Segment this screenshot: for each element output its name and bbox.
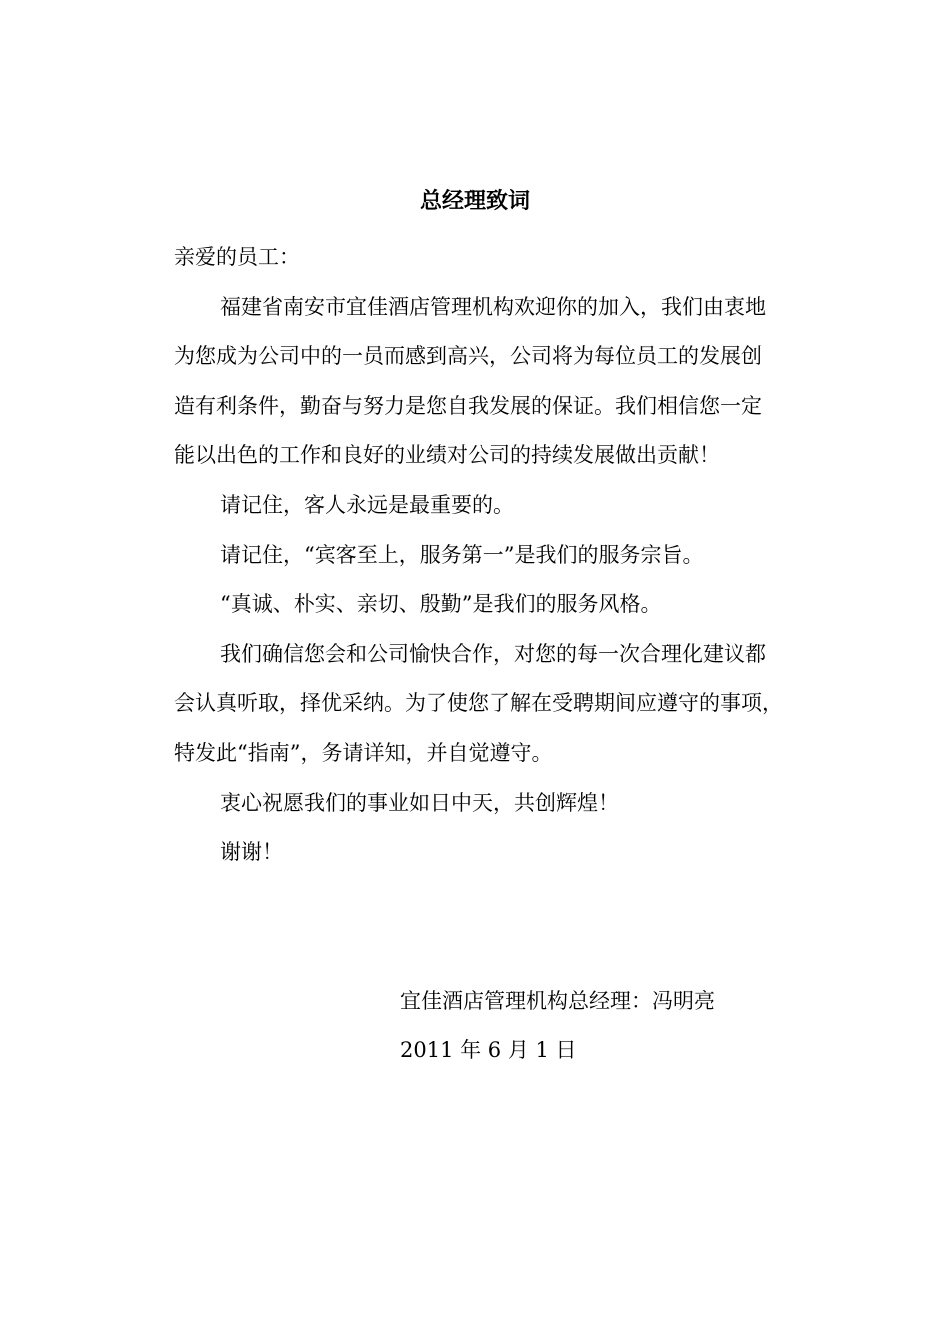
paragraph-line: 我们确信您会和公司愉快合作，对您的每一次合理化建议都: [220, 641, 766, 666]
date-line: 2011 年 6 月 1 日: [400, 1038, 577, 1062]
paragraph-line: 造有利条件，勤奋与努力是您自我发展的保证。我们相信您一定: [174, 393, 762, 418]
paragraph-line: 请记住，“宾客至上，服务第一”是我们的服务宗旨。: [220, 542, 704, 567]
paragraph-line: “真诚、朴实、亲切、殷勤”是我们的服务风格。: [220, 592, 662, 617]
paragraph-line: 谢谢！: [220, 840, 283, 865]
paragraph-line: 福建省南安市宜佳酒店管理机构欢迎你的加入，我们由衷地: [220, 294, 766, 319]
greeting: 亲爱的员工：: [174, 245, 300, 269]
paragraph-line: 会认真听取，择优采纳。为了使您了解在受聘期间应遵守的事项，: [174, 691, 783, 716]
paragraph-line: 请记住，客人永远是最重要的。: [220, 492, 514, 517]
paragraph-line: 能以出色的工作和良好的业绩对公司的持续发展做出贡献！: [174, 443, 720, 468]
paragraph-line: 衷心祝愿我们的事业如日中天，共创辉煌！: [220, 790, 619, 815]
paragraph-line: 特发此“指南”，务请详知，并自觉遵守。: [174, 740, 553, 765]
letter-body: [174, 233, 834, 878]
paragraph-line: 为您成为公司中的一员而感到高兴，公司将为每位员工的发展创: [174, 344, 762, 369]
document-title: 总经理致词: [419, 188, 530, 214]
signer-line: 宜佳酒店管理机构总经理：冯明亮: [400, 989, 715, 1013]
signature-block: [400, 977, 715, 1075]
